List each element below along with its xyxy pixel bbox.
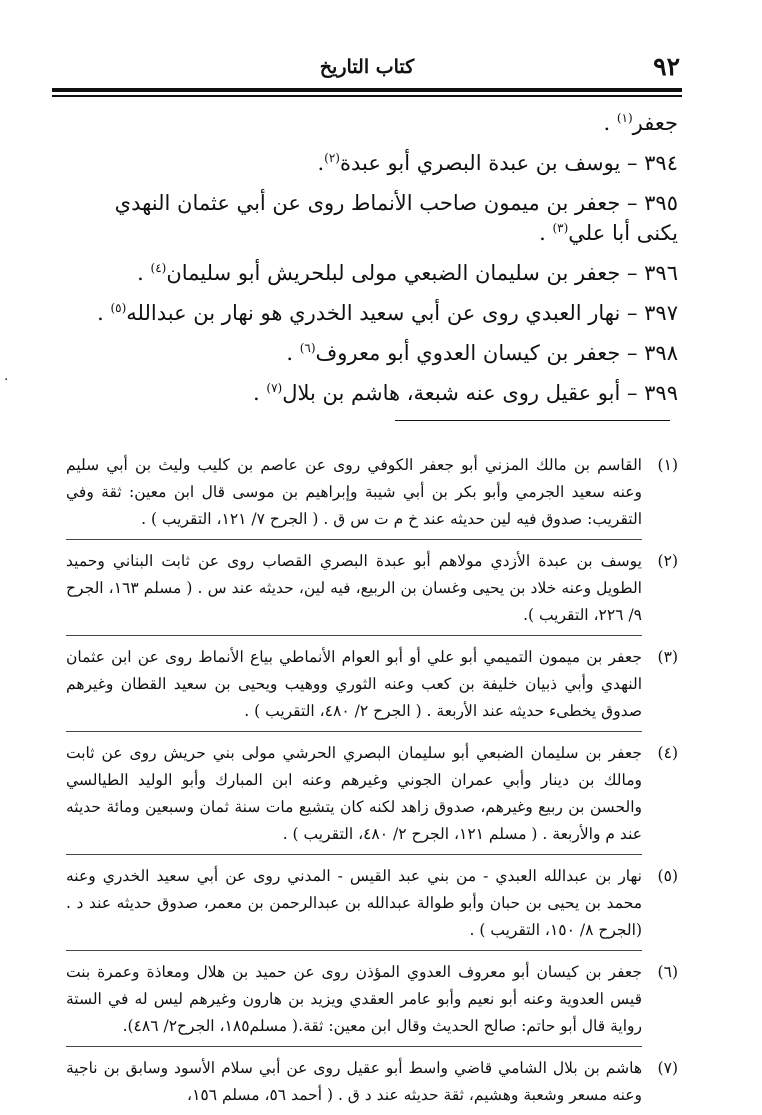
entry-item: ٣٩٦ – جعفر بن سليمان الضبعي مولى لبلحريش أبو سليمان$^{(٤)}$ . <box>137 261 678 285</box>
footnote-text: جعفر بن كيسان أبو معروف العدوي المؤذن روى عن حميد بن هلال ومعاذة وعمرة بنت قيس العدوية وعنه أبو نعيم وأبو عامر العقدي ويزيد بن هارون وغيرهم ليس له في الستة رواية قال أبو حاتم: صالح الحديث وقال ابن معين: ثقة.( مسلم١٨٥، الجرح٢/ ٤٨٦). <box>66 963 643 1035</box>
header-rule-thick <box>52 88 682 92</box>
footnote-divider <box>66 1046 642 1047</box>
footnote-ref[interactable]: (٥) <box>110 301 127 315</box>
footnote-text: يوسف بن عبدة الأزدي مولاهم أبو عبدة البصري القصاب روى عن ثابت البناني وحميد الطويل وعنه خلاد بن يحيى وغسان بن الربيع، فيه لين، حديثه عند س . ( مسلم ١٦٣، الجرح ٩/ ٢٢٦، التقريب ). <box>66 552 642 624</box>
footnote <box>66 1055 678 1109</box>
footnote-marker: (٥) <box>657 867 678 885</box>
margin-mark: · <box>4 372 9 388</box>
footnote-separator <box>395 420 670 421</box>
footnote-ref[interactable]: (٢) <box>324 151 340 165</box>
footnote-marker: (٤) <box>657 744 678 762</box>
entry-item: ٣٩٤ – يوسف بن عبدة البصري أبو عبدة$^{(٢)}$. <box>317 151 678 175</box>
footnote-marker: (٢) <box>657 552 678 570</box>
footnote-text: جعفر بن سليمان الضبعي أبو سليمان البصري الحرشي مولى بني حريش روى عن ثابت ومالك بن دينار وأبي عمران الجوني وغيرهم وعنه ابن المبارك وأبو الوليد الطيالسي والحسن بن ربيع وغيرهم، صدوق زاهد لكنه كان يتشيع مات سنة ثمان وسبعين ومائة حديثه عند م والأربعة . ( مسلم ١٢١، الجرح ٢/ ٤٨٠، التقريب ) . <box>66 744 642 843</box>
footnote-divider <box>66 854 642 855</box>
footnote-ref[interactable]: (٣) <box>552 221 569 235</box>
footnote-text: جعفر بن ميمون التميمي أبو علي أو أبو العوام الأنماطي بياع الأنماط روى عن ابن عثمان النهدي وأبي ذبيان خليفة بن كعب وعنه الثوري ووهيب ويحيى بن سعيد القطان وغيرهم صدوق يخطىء حديثه عند الأربعة . ( الجرح ٢/ ٤٨٠، التقريب ) . <box>66 648 642 720</box>
footnote-text: هاشم بن بلال الشامي قاضي واسط أبو عقيل روى عن أبي سلام الأسود وسابق بن ناجية وعنه مسعر وشعبة وهشيم، ثقة حديثه عند د ق . ( أحمد ٥٦، مسلم ١٥٦، <box>66 1059 642 1104</box>
footnote <box>66 863 678 944</box>
footnote <box>66 452 678 533</box>
footnote <box>66 959 678 1040</box>
footnote-ref[interactable]: (١) <box>616 111 633 125</box>
footnote <box>66 740 678 848</box>
entry-item: ٣٩٨ – جعفر بن كيسان العدوي أبو معروف$^{(٦)}$ . <box>286 341 678 365</box>
entry-item: جعفر$^{(١)}$ . <box>603 111 678 135</box>
header-rule-thin <box>52 95 682 97</box>
main-entries <box>78 108 678 418</box>
entry-item: ٣٩٩ – أبو عقيل روى عنه شبعة، هاشم بن بلال$^{(٧)}$ . <box>253 381 678 405</box>
page-header <box>52 52 682 86</box>
footnote <box>66 644 678 725</box>
footnote-divider <box>66 731 642 732</box>
footnote-divider <box>66 635 642 636</box>
footnote-ref[interactable]: (٧) <box>266 381 283 395</box>
footnote-marker: (٦) <box>657 963 678 981</box>
entry-item: ٣٩٥ – جعفر بن ميمون صاحب الأنماط روى عن أبي عثمان النهدي يكنى أبا علي$^{(٣)}$ . <box>114 191 678 245</box>
footnote-marker: (٧) <box>657 1059 678 1077</box>
footnotes-section <box>66 452 678 1115</box>
footnote-ref[interactable]: (٤) <box>150 261 167 275</box>
footnote-text: القاسم بن مالك المزني أبو جعفر الكوفي روى عن عاصم بن كليب وليث بن أبي سليم وعنه سعيد الجرمي وأبو بكر بن أبي شيبة وإبراهيم بن موسى قال ابن معين: ثقة وفي التقريب: صدوق فيه لين حديثه عند خ م ت س ق . ( الجرح ٧/ ١٢١، التقريب ) . <box>66 456 642 528</box>
footnote-marker: (١) <box>657 456 678 474</box>
footnote-ref[interactable]: (٦) <box>299 341 316 355</box>
footnote <box>66 548 678 629</box>
footnote-divider <box>66 950 642 951</box>
footnote-divider <box>66 539 642 540</box>
footnote-marker: (٣) <box>657 648 678 666</box>
entry-item: ٣٩٧ – نهار العبدي روى عن أبي سعيد الخدري هو نهار بن عبدالله$^{(٥)}$ . <box>97 301 678 325</box>
page-number: ٩٢ <box>653 52 680 81</box>
running-title: كتاب التاريخ <box>319 56 415 78</box>
footnote-text: نهار بن عبدالله العبدي - من بني عبد القيس - المدني روى عن أبي سعيد الخدري وعنه محمد بن يحيى بن حبان وأبو طوالة عبدالله بن عبدالرحمن بن معمر، صدوق حديثه عند د . (الجرح ٨/ ١٥٠، التقريب ) . <box>66 867 642 939</box>
